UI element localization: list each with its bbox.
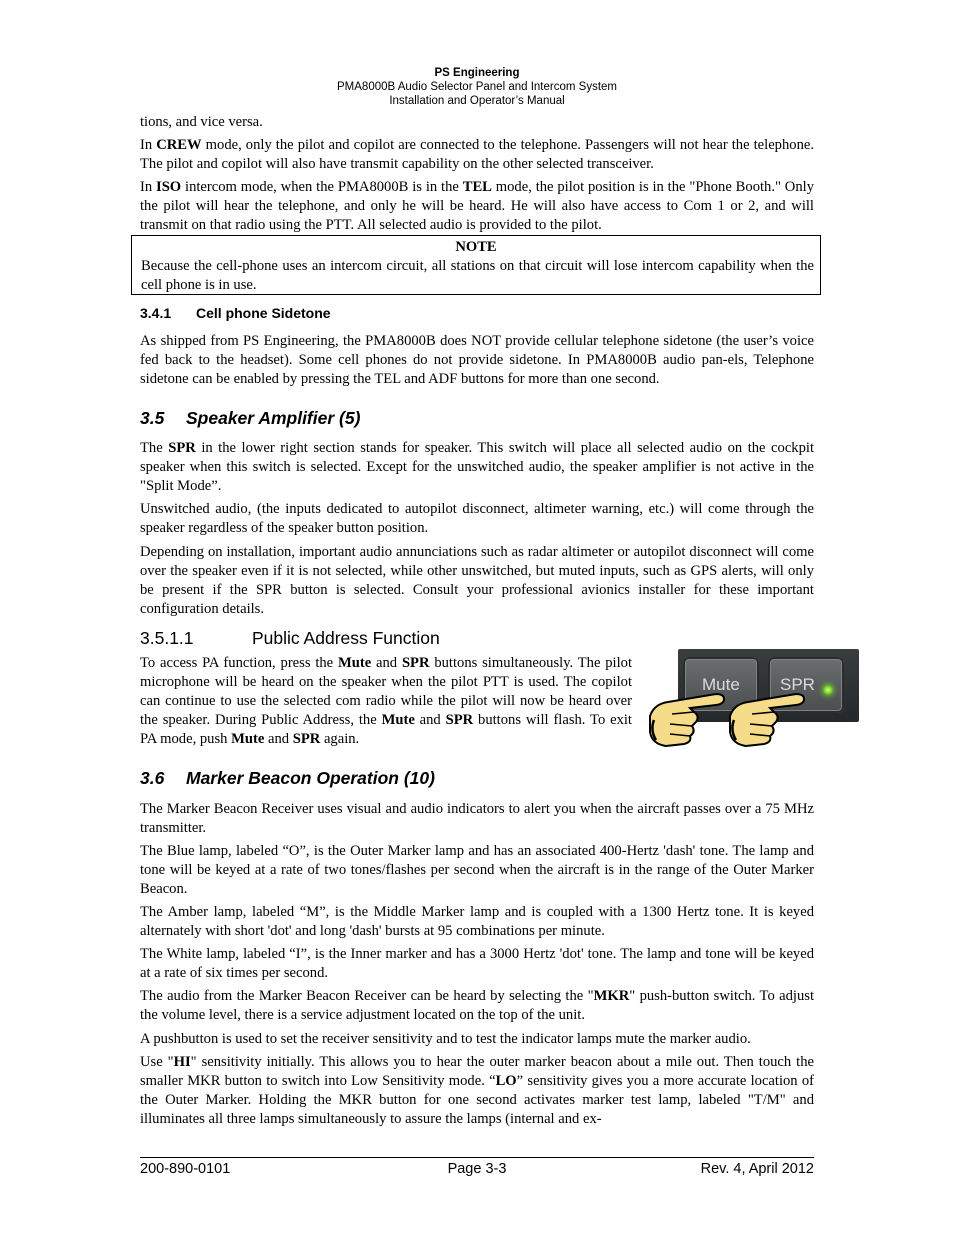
footer-revision: Rev. 4, April 2012 [700, 1161, 814, 1177]
header-manual: Installation and Operator’s Manual [389, 95, 565, 107]
note-title: NOTE [455, 239, 497, 255]
paragraph-marker-4: The White lamp, labeled “I”, is the Inner marker and has a 3000 Hertz 'dot' tone. The lamp and tone will be keyed at a rate of six times per second. [140, 946, 814, 981]
paragraph-speaker-2: Unswitched audio, (the inputs dedicated to autopilot disconnect, altimeter warning, etc.) will come through the speaker regardless of the speaker button position. [140, 501, 814, 536]
heading-3-5: 3.5 Speaker Amplifier (5) [140, 408, 361, 428]
paragraph-marker-6: A pushbutton is used to set the receiver sensitivity and to test the indicator lamps mute the marker audio. [140, 1031, 751, 1047]
header-company: PS Engineering [434, 67, 520, 79]
pointing-hand-icon [646, 686, 726, 748]
paragraph-marker-2: The Blue lamp, labeled “O”, is the Outer Marker lamp and has an associated 400-Hertz 'dash' tone. The lamp and tone will be keyed at a rate of two tones/flashes per second when the aircraft is in the range of the Outer Marker Beacon. [140, 843, 814, 897]
heading-3-5-1-1: 3.5.1.1 Public Address Function [140, 628, 440, 648]
footer-doc-number: 200-890-0101 [140, 1161, 231, 1177]
paragraph-marker-3: The Amber lamp, labeled “M”, is the Middle Marker lamp and is coupled with a 1300 Hertz tone. It is keyed alternately with short 'dot' and long 'dash' bursts at 95 combinations per minute. [140, 904, 814, 939]
paragraph-crew-mode: In CREW mode, only the pilot and copilot are connected to the telephone. Passengers will not hear the telephone. The pilot and copilot will also have transmit capability on the other selected transceiver. [140, 137, 814, 172]
paragraph-iso-mode: In ISO intercom mode, when the PMA8000B is in the TEL mode, the pilot position is in the "Phone Booth." Only the pilot will hear the telephone, and only he will be heard. He will also have access to Com 1 or 2, and will transmit on that radio using the PTT. All selected audio is provided to the pilot. [140, 179, 814, 233]
heading-3-6: 3.6 Marker Beacon Operation (10) [140, 768, 435, 788]
paragraph-marker-5: The audio from the Marker Beacon Receiver can be heard by selecting the "MKR" push-button switch. To adjust the volume level, there is a service adjustment located on the top of the unit. [140, 988, 814, 1023]
pointing-hand-icon [726, 686, 806, 748]
paragraph-sidetone: As shipped from PS Engineering, the PMA8000B does NOT provide cellular telephone sidetone (the user’s voice fed back to the headset). Some cell phones do not provide sidetone. In PMA8000B audio pan-els, Telephone sidetone can be enabled by pressing the TEL and ADF buttons for more than one second. [140, 333, 814, 387]
paragraph-marker-1: The Marker Beacon Receiver uses visual and audio indicators to alert you when the aircraft passes over a 75 MHz transmitter. [140, 801, 814, 836]
mute-button-label: Mute [702, 675, 740, 694]
paragraph-public-address: To access PA function, press the Mute and SPR buttons simultaneously. The pilot microphone will be heard on the speaker when the pilot PTT is used. The copilot can continue to use the selected com radio while the pilot will now be heard over the speaker. During Public Address, the Mute and SPR buttons will flash. To exit PA mode, push Mute and SPR again. [140, 655, 633, 747]
header-product: PMA8000B Audio Selector Panel and Intercom System [337, 81, 617, 93]
paragraph-speaker-1: The SPR in the lower right section stands for speaker. This switch will place all selected audio on the cockpit speaker when this switch is selected. Except for the unswitched audio, the speaker amplifier is not active in the "Split Mode”. [140, 440, 814, 494]
paragraph-speaker-3: Depending on installation, important audio annunciations such as radar altimeter or autopilot disconnect will come over the speaker even if it is not selected, while other unswitched, but muted inputs, such as GPS alerts, will only be present if the SPR button is selected. Consult your professional avionics installer for these important configuration details. [140, 544, 814, 617]
footer-divider [140, 1157, 814, 1158]
heading-3-4-1: 3.4.1 Cell phone Sidetone [140, 305, 331, 321]
footer-page-number: Page 3-3 [447, 1161, 507, 1177]
paragraph-continuation: tions, and vice versa. [140, 114, 263, 130]
spr-led-icon [823, 685, 833, 695]
note-box [131, 235, 821, 295]
spr-button-label: SPR [780, 675, 815, 694]
paragraph-marker-7: Use "HI" sensitivity initially. This allows you to hear the outer marker beacon about a mile out. Then touch the smaller MKR button to switch into Low Sensitivity mode. “LO” sensitivity gives you a more accurate location of the Outer Marker. Holding the MKR button for one second activates marker test lamp, labeled "T/M" and illuminates all three lamps simultaneously to assure the lamps (internal and ex- [140, 1054, 815, 1127]
note-text: Because the cell-phone uses an intercom circuit, all stations on that circuit will lose intercom capability when the cell phone is in use. [141, 258, 814, 293]
